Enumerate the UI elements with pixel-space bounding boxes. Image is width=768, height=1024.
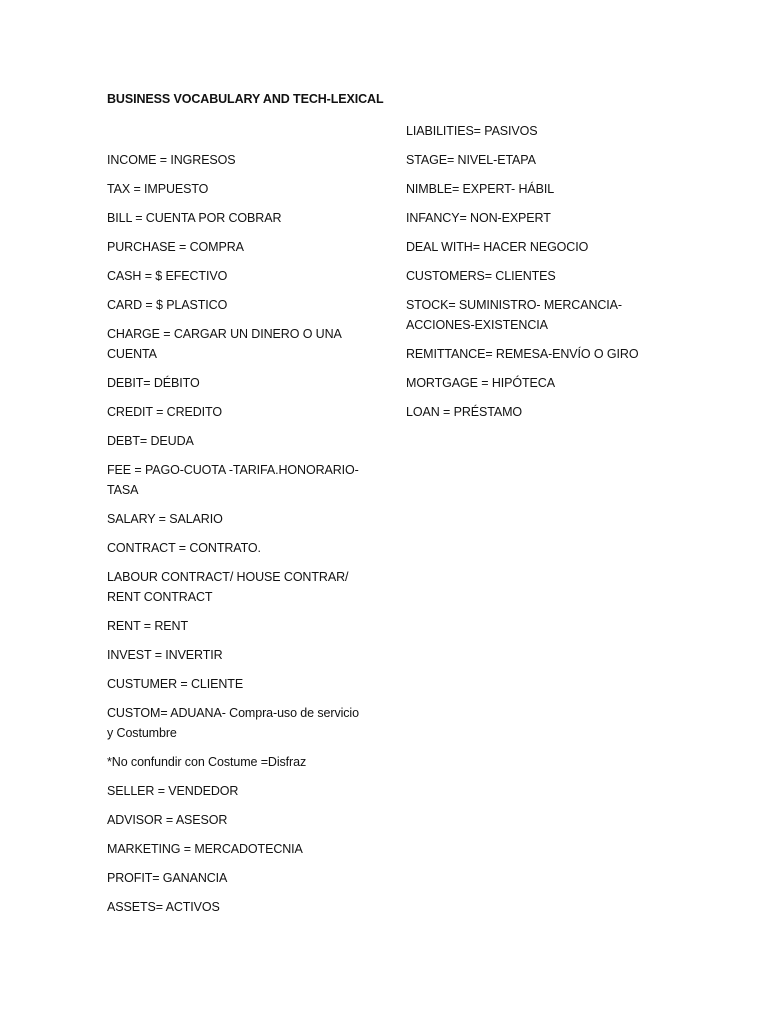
vocab-entry: LIABILITIES= PASIVOS xyxy=(406,124,538,138)
vocab-entry: CHARGE = CARGAR UN DINERO O UNA CUENTA xyxy=(107,327,342,361)
vocab-entry: ADVISOR = ASESOR xyxy=(107,813,228,827)
vocab-entry: PROFIT= GANANCIA xyxy=(107,871,228,885)
note-entry: *No confundir con Costume =Disfraz xyxy=(107,755,307,769)
vocab-entry: FEE = PAGO-CUOTA -TARIFA.HONORARIO-TASA xyxy=(107,463,359,497)
vocab-entry: DEBIT= DÉBITO xyxy=(107,376,200,390)
vocab-entry: INCOME = INGRESOS xyxy=(107,153,236,167)
vocab-entry: CREDIT = CREDITO xyxy=(107,405,222,419)
vocab-entry: CASH = $ EFECTIVO xyxy=(107,269,228,283)
vocab-entry: INFANCY= NON-EXPERT xyxy=(406,211,551,225)
vocab-entry: TAX = IMPUESTO xyxy=(107,182,209,196)
left-column-list xyxy=(107,150,362,926)
vocab-entry: STOCK= SUMINISTRO- MERCANCIA-ACCIONES-EXISTENCIA xyxy=(406,298,622,332)
vocab-entry: CONTRACT = CONTRATO. xyxy=(107,541,261,555)
vocab-entry: STAGE= NIVEL-ETAPA xyxy=(406,153,536,167)
vocab-entry: INVEST = INVERTIR xyxy=(107,648,223,662)
vocab-entry: SALARY = SALARIO xyxy=(107,512,223,526)
vocab-entry: DEBT= DEUDA xyxy=(107,434,194,448)
document-title: BUSINESS VOCABULARY AND TECH-LEXICAL xyxy=(107,92,384,106)
vocab-entry: MORTGAGE = HIPÓTECA xyxy=(406,376,555,390)
vocab-entry: RENT = RENT xyxy=(107,619,188,633)
vocab-entry: CUSTOM= ADUANA- Compra-uso de servicio y Costumbre xyxy=(107,706,359,740)
vocab-entry: LABOUR CONTRACT/ HOUSE CONTRAR/ RENT CONTRACT xyxy=(107,570,349,604)
vocab-entry: CARD = $ PLASTICO xyxy=(107,298,228,312)
vocab-entry: BILL = CUENTA POR COBRAR xyxy=(107,211,282,225)
vocab-entry: MARKETING = MERCADOTECNIA xyxy=(107,842,303,856)
vocab-entry: LOAN = PRÉSTAMO xyxy=(406,405,523,419)
vocab-entry: PURCHASE = COMPRA xyxy=(107,240,244,254)
right-column-list xyxy=(406,121,641,431)
vocab-entry: CUSTUMER = CLIENTE xyxy=(107,677,244,691)
vocab-entry: NIMBLE= EXPERT- HÁBIL xyxy=(406,182,555,196)
vocab-entry: DEAL WITH= HACER NEGOCIO xyxy=(406,240,589,254)
vocab-entry: ASSETS= ACTIVOS xyxy=(107,900,220,914)
vocab-entry: SELLER = VENDEDOR xyxy=(107,784,239,798)
vocab-entry: REMITTANCE= REMESA-ENVÍO O GIRO xyxy=(406,347,639,361)
vocab-entry: CUSTOMERS= CLIENTES xyxy=(406,269,556,283)
